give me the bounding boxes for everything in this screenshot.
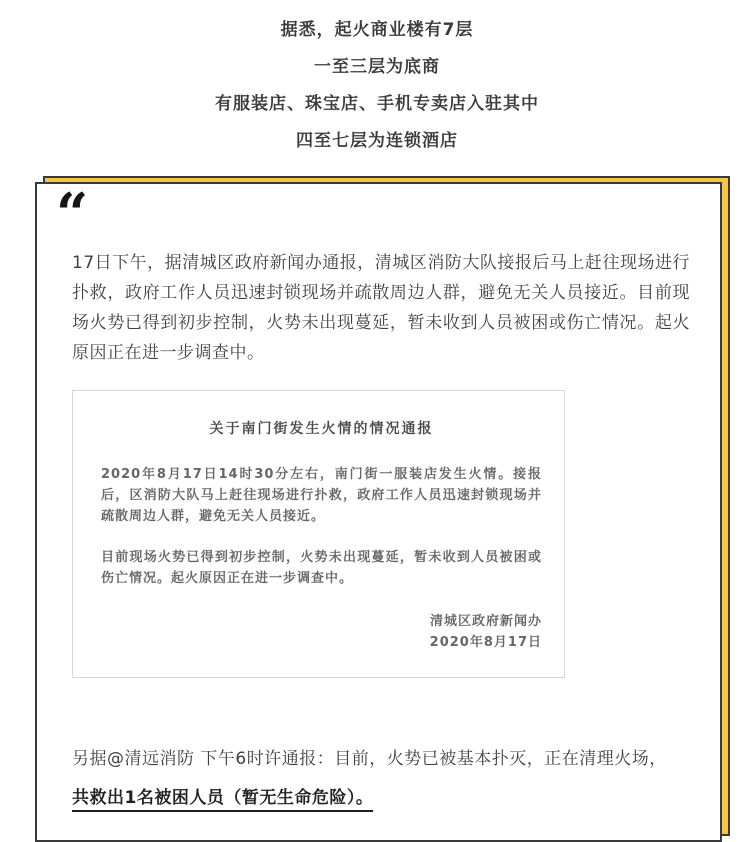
quote-box xyxy=(35,182,722,842)
quote-icon: “ xyxy=(56,181,89,247)
notice-paragraph-1: 2020年8月17日14时30分左右，南门街一服装店发生火情。接报后，区消防大队马上赶往现场进行扑救，政府工作人员迅速封锁现场并疏散周边人群，避免无关人员接近。 xyxy=(101,467,542,524)
notice-title: 关于南门街发生火情的情况通报 xyxy=(209,421,434,437)
report-paragraph: 17日下午，据清城区政府新闻办通报，清城区消防大队接报后马上赶往现场进行扑救，政府工作人员迅速封锁现场并疏散周边人群，避免无关人员接近。目前现场火势已得到初步控制，火势未出现蔓延，暂未收到人员被困或伤亡情况。起火原因正在进一步调查中。 xyxy=(72,253,690,363)
headline-line-2: 一至三层为底商 xyxy=(314,57,440,77)
notice-card xyxy=(72,390,565,678)
update-highlight xyxy=(72,783,690,813)
update-paragraph: 另据@清远消防 下午6时许通报：目前，火势已被基本扑灭，正在清理火场， xyxy=(72,749,667,769)
headline-block xyxy=(0,12,754,160)
headline-line-3: 有服装店、珠宝店、手机专卖店入驻其中 xyxy=(215,94,539,114)
headline-line-4: 四至七层为连锁酒店 xyxy=(296,131,458,151)
headline-line-1: 据悉，起火商业楼有7层 xyxy=(280,20,474,40)
update-highlight-text: 共救出1名被困人员（暂无生命危险）。 xyxy=(72,788,373,812)
notice-signature: 清城区政府新闻办 xyxy=(429,614,542,629)
notice-paragraph-2: 目前现场火势已得到初步控制，火势未出现蔓延，暂未收到人员被困或伤亡情况。起火原因正在进一步调查中。 xyxy=(101,550,542,586)
notice-date: 2020年8月17日 xyxy=(429,635,542,650)
